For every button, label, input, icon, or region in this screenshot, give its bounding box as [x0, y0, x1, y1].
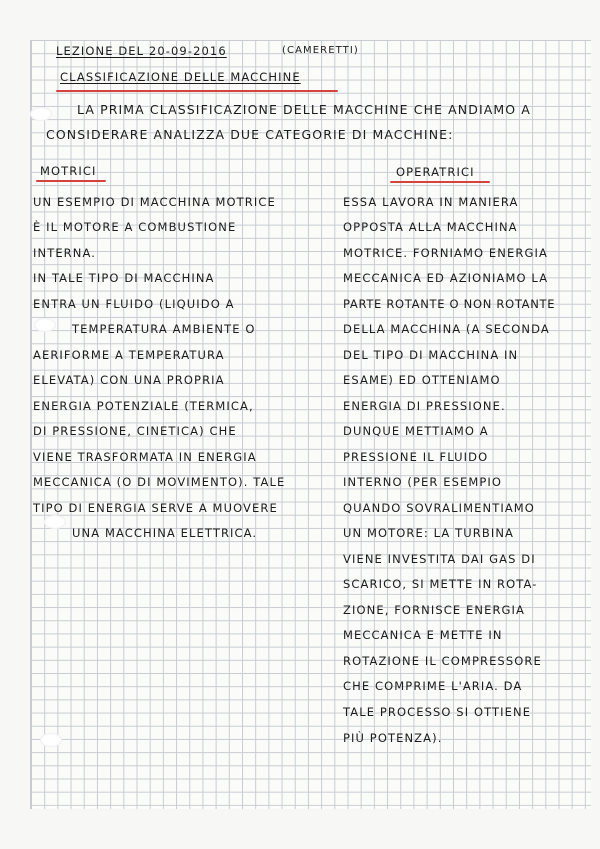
motrici-line: TIPO DI ENERGIA SERVE A MUOVERE: [33, 501, 278, 515]
operatrici-line: MOTRICE. FORNIAMO ENERGIA: [343, 246, 548, 260]
motrici-line: IN TALE TIPO DI MACCHINA: [33, 271, 215, 285]
operatrici-line: ROTAZIONE IL COMPRESSORE: [343, 654, 542, 668]
motrici-line: ELEVATA) CON UNA PROPRIA: [33, 373, 225, 387]
motrici-line: VIENE TRASFORMATA IN ENERGIA: [33, 450, 257, 464]
punch-hole-lower-mid: [44, 515, 66, 529]
heading-motrici: MOTRICI: [40, 164, 97, 178]
operatrici-line: OPPOSTA ALLA MACCHINA: [343, 220, 518, 234]
page-title: CLASSIFICAZIONE DELLE MACCHINE: [60, 70, 301, 84]
lesson-date: LEZIONE DEL 20-09-2016: [56, 44, 227, 58]
punch-hole-top: [30, 107, 52, 121]
operatrici-line: SCARICO, SI METTE IN ROTA-: [343, 577, 538, 591]
punch-hole-bottom: [40, 733, 62, 747]
teacher-name: (CAMERETTI): [282, 45, 359, 56]
motrici-line: È IL MOTORE A COMBUSTIONE: [33, 220, 237, 234]
motrici-line: ENERGIA POTENZIALE (TERMICA,: [33, 399, 254, 413]
motrici-line: INTERNA.: [33, 246, 96, 260]
motrici-line: TEMPERATURA AMBIENTE O: [72, 322, 256, 336]
heading-operatrici: OPERATRICI: [396, 165, 475, 179]
motrici-line: UN ESEMPIO DI MACCHINA MOTRICE: [33, 195, 276, 209]
operatrici-line: TALE PROCESSO SI OTTIENE: [343, 705, 532, 719]
punch-hole-upper-mid: [34, 318, 56, 332]
operatrici-line: MECCANICA ED AZIONIAMO LA: [343, 271, 549, 285]
operatrici-line: VIENE INVESTITA DAI GAS DI: [343, 552, 536, 566]
title-underline: [56, 90, 338, 92]
operatrici-line: PRESSIONE IL FLUIDO: [343, 450, 489, 464]
intro-line-2: CONSIDERARE ANALIZZA DUE CATEGORIE DI MACCHINE:: [46, 127, 454, 142]
intro-line-1: LA PRIMA CLASSIFICAZIONE DELLE MACCHINE CHE ANDIAMO A: [77, 102, 531, 117]
operatrici-line: ESSA LAVORA IN MANIERA: [343, 195, 519, 209]
motrici-line: UNA MACCHINA ELETTRICA.: [72, 526, 258, 540]
operatrici-line: PARTE ROTANTE O NON ROTANTE: [343, 297, 556, 311]
operatrici-line: DELLA MACCHINA (A SECONDA: [343, 322, 550, 336]
operatrici-line: DUNQUE METTIAMO A: [343, 424, 489, 438]
motrici-line: AERIFORME A TEMPERATURA: [33, 348, 225, 362]
motrici-underline: [36, 180, 106, 182]
operatrici-underline: [390, 181, 490, 183]
motrici-line: ENTRA UN FLUIDO (LIQUIDO A: [33, 297, 235, 311]
operatrici-line: QUANDO SOVRALIMENTIAMO: [343, 501, 535, 515]
motrici-line: DI PRESSIONE, CINETICA) CHE: [33, 424, 237, 438]
operatrici-line: ENERGIA DI PRESSIONE.: [343, 399, 506, 413]
operatrici-line: MECCANICA E METTE IN: [343, 628, 503, 642]
operatrici-line: ESAME) ED OTTENIAMO: [343, 373, 501, 387]
operatrici-line: UN MOTORE: LA TURBINA: [343, 526, 514, 540]
operatrici-line: PIÙ POTENZA).: [343, 731, 443, 745]
motrici-line: MECCANICA (O DI MOVIMENTO). TALE: [33, 475, 286, 489]
operatrici-line: ZIONE, FORNISCE ENERGIA: [343, 603, 525, 617]
operatrici-line: INTERNO (PER ESEMPIO: [343, 475, 503, 489]
operatrici-line: DEL TIPO DI MACCHINA IN: [343, 348, 519, 362]
operatrici-line: CHE COMPRIME L'ARIA. DA: [343, 679, 523, 693]
